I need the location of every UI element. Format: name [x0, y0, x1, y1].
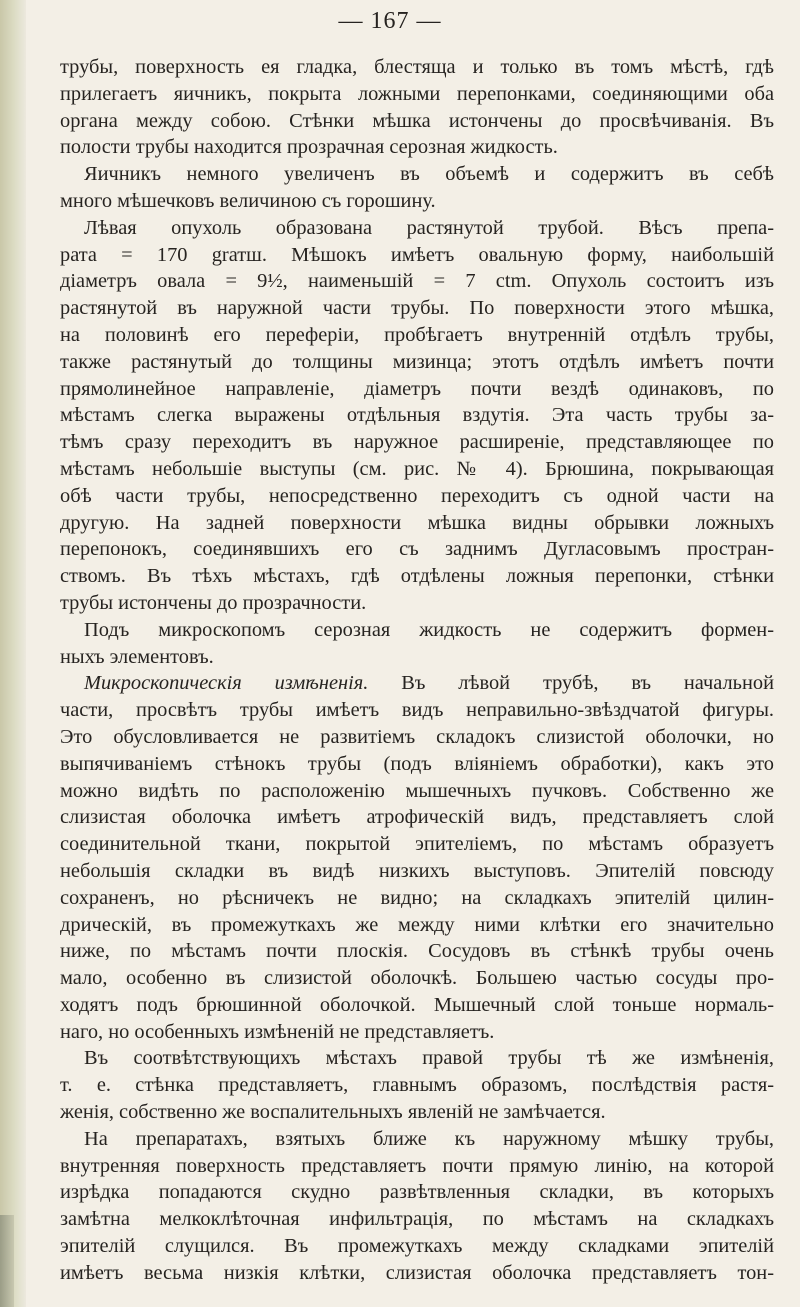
text-line: рата = 170 grатш. Мѣшокъ имѣетъ овальную форму, наибольшій [60, 243, 774, 266]
text-line: ниже, по мѣстамъ почти плоскія. Сосудовъ въ стѣнкѣ трубы очень [60, 940, 774, 963]
text-line: Яичникъ немного увеличенъ въ объемѣ и содержитъ въ себѣ [84, 163, 774, 186]
text-line: эпителій слущился. Въ промежуткахъ между складками эпителій [60, 1235, 774, 1258]
text-line: ходятъ подъ брюшинной оболочкой. Мышечный слой тоньше нормаль- [60, 993, 774, 1016]
text-line: соединительной ткани, покрытой эпителіемъ, по мѣстамъ образуетъ [60, 833, 774, 856]
text-line: небольшія складки въ видѣ низкихъ выступовъ. Эпителій повсюду [60, 859, 774, 882]
text-line: сохраненъ, но рѣсничекъ не видно; на складкахъ эпителій цилин- [60, 886, 774, 909]
text-line: другую. На задней поверхности мѣшка видны обрывки ложныхъ [60, 511, 774, 534]
text-line: наго, но особенныхъ измѣненій не представляетъ. [60, 1020, 495, 1043]
text-line: обѣ части трубы, непосредственно переходитъ съ одной части на [60, 484, 774, 507]
text-line: тѣмъ сразу переходитъ въ наружное расширеніе, представляющее по [60, 431, 774, 454]
text-line: органа между собою. Стѣнки мѣшка истончены до просвѣчиванія. Въ [60, 109, 774, 132]
text-line: Подъ микроскопомъ серозная жидкость не содержитъ формен- [84, 618, 774, 641]
text-line: изрѣдка попадаются скудно развѣтвленныя складки, въ которыхъ [60, 1181, 774, 1204]
text-line: мало, особенно въ слизистой оболочкѣ. Большею частью сосуды про- [60, 967, 774, 990]
text-line: на половинѣ его переферіи, пробѣгаетъ внутренній отдѣлъ трубы, [60, 323, 774, 346]
text-line: имѣетъ весьма низкія клѣтки, слизистая оболочка представляетъ тон- [60, 1261, 774, 1284]
text-line: ствомъ. Въ тѣхъ мѣстахъ, гдѣ отдѣлены ложныя перепонки, стѣнки [60, 565, 774, 588]
section-heading-line [60, 670, 774, 697]
text-line: прямолинейное направленіе, діаметръ почти вездѣ одинаковъ, по [60, 377, 774, 400]
text-line: ныхъ элементовъ. [60, 645, 214, 668]
text-line: Въ соотвѣтствующихъ мѣстахъ правой трубы тѣ же измѣненія, [84, 1047, 774, 1070]
text-fragment: Въ лѣвой трубѣ, въ начальной [368, 672, 774, 695]
text-line: также растянутый до толщины мизинца; этотъ отдѣлъ имѣетъ почти [60, 350, 774, 373]
text-line: женія, собственно же воспалительныхъ явленій не замѣчается. [60, 1101, 606, 1124]
text-line: прилегаетъ яичникъ, покрыта ложными перепонками, соединяющими оба [60, 82, 774, 105]
text-line: растянутой въ наружной части трубы. По поверхности этого мѣшка, [60, 297, 774, 320]
text-line: мѣстамъ слегка выражены отдѣльныя вздутія. Эта часть трубы за- [60, 404, 774, 427]
body-text [60, 54, 774, 1287]
text-line: выпячиваніемъ стѣнокъ трубы (подъ вліяніемъ обработки), какъ это [60, 752, 774, 775]
text-line: перепонокъ, соединявшихъ его съ заднимъ Дугласовымъ простран- [60, 538, 774, 561]
text-line: полости трубы находится прозрачная серозная жидкость. [60, 136, 558, 159]
text-line: т. е. стѣнка представляетъ, главнымъ образомъ, послѣдствія растя- [60, 1074, 774, 1097]
text-line: слизистая оболочка имѣетъ атрофическій видъ, представляетъ слой [60, 806, 774, 829]
text-line: замѣтна мелкоклѣточная инфильтрація, по мѣстамъ на складкахъ [60, 1208, 774, 1231]
text-line: трубы истончены до прозрачности. [60, 591, 367, 614]
text-line: трубы, поверхность ея гладка, блестяща и только въ томъ мѣстѣ, гдѣ [60, 56, 774, 78]
text-line: дрическій, въ промежуткахъ же между ними клѣтки его значительно [60, 913, 774, 936]
page-gutter [0, 0, 26, 1307]
text-line: Это обусловливается не развитіемъ складокъ слизистой оболочки, но [60, 725, 774, 748]
page-number: — 167 — [338, 8, 442, 34]
text-line: мѣстамъ небольшіе выступы (см. рис. № 4). Брюшина, покрывающая [60, 457, 774, 480]
section-heading: Микроскопическія измѣненія. [84, 672, 369, 695]
text-line: Лѣвая опухоль образована растянутой трубой. Вѣсъ препа- [84, 216, 774, 239]
text-line: діаметръ овала = 9½, наименьшій = 7 ctm. Опухоль состоитъ изъ [60, 270, 774, 293]
text-line: можно видѣть по расположенію мышечныхъ пучковъ. Собственно же [60, 779, 774, 802]
gutter-shadow [0, 1215, 14, 1307]
text-line: части, просвѣтъ трубы имѣетъ видъ неправильно-звѣздчатой фигуры. [60, 699, 774, 722]
text-line: На препаратахъ, взятыхъ ближе къ наружному мѣшку трубы, [84, 1127, 774, 1150]
text-line: внутренняя поверхность представляетъ почти прямую линію, на которой [60, 1154, 774, 1177]
text-line: много мѣшечковъ величиною съ горошину. [60, 189, 436, 212]
